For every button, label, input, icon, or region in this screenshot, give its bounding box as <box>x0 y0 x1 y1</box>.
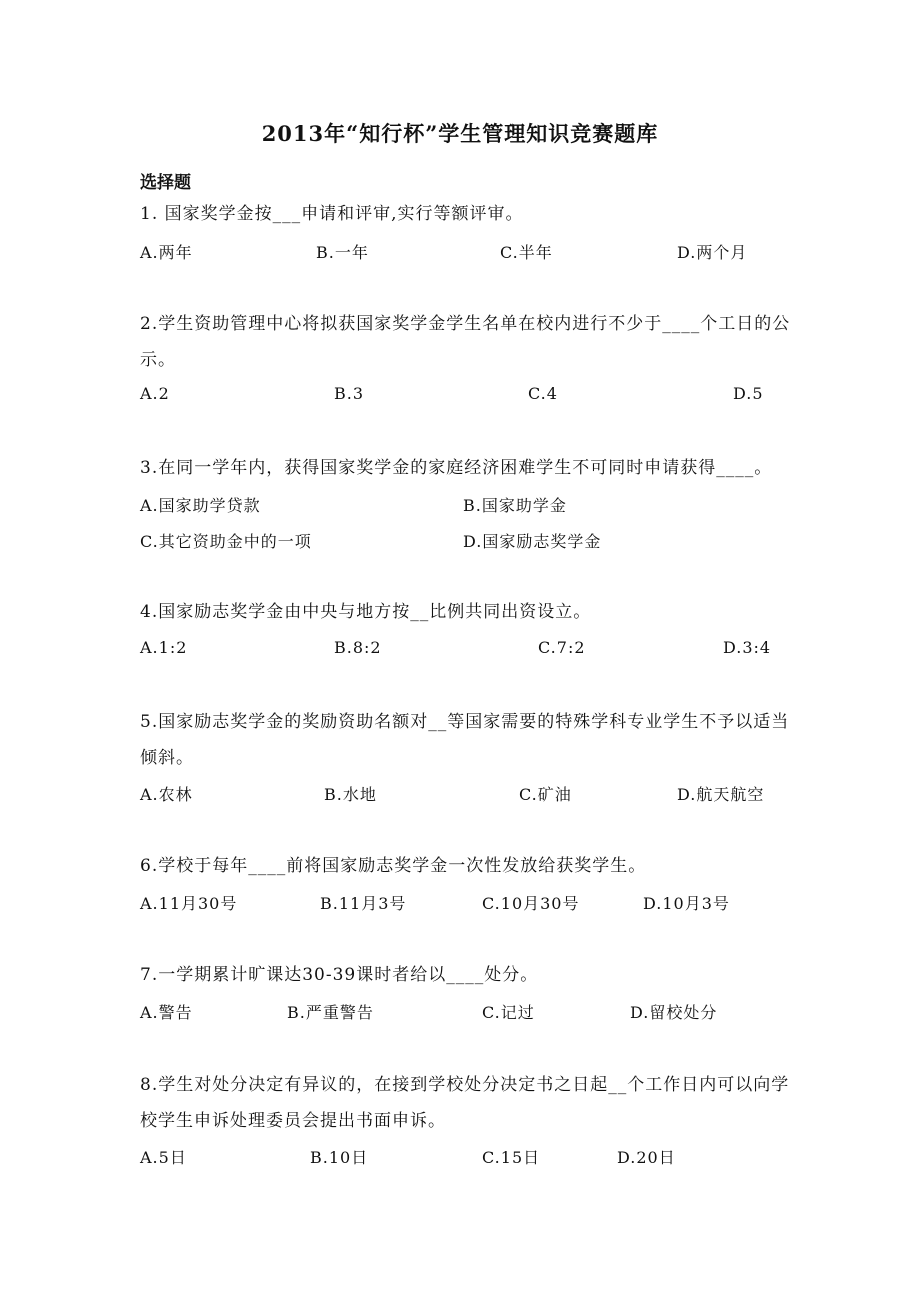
option-c: C.15日 <box>482 1148 541 1167</box>
option-c: C.半年 <box>500 243 553 262</box>
option-a: A.农林 <box>140 785 193 804</box>
question-text: 5.国家励志奖学金的奖励资助名额对__等国家需要的特殊学科专业学生不予以适当倾斜。 <box>140 712 790 768</box>
option-b: B.10日 <box>310 1148 369 1167</box>
option-b: B.3 <box>334 384 365 403</box>
option-d: D.两个月 <box>677 243 748 262</box>
question-text: 3.在同一学年内，获得国家奖学金的家庭经济困难学生不可同时申请获得____。 <box>140 458 773 478</box>
option-d: D.留校处分 <box>630 1003 718 1022</box>
option-d: D.10月3号 <box>643 894 730 913</box>
option-c: C.7:2 <box>538 638 586 657</box>
option-a: A.国家助学贷款 <box>140 496 261 515</box>
option-d: D.航天航空 <box>677 785 765 804</box>
option-c: C.矿油 <box>519 785 572 804</box>
option-c: C.其它资助金中的一项 <box>140 532 312 551</box>
option-d: D.国家励志奖学金 <box>463 532 602 551</box>
question-text: 8.学生对处分决定有异议的，在接到学校处分决定书之日起__个工作日内可以向学校学生申诉处理委员会提出书面申诉。 <box>140 1075 790 1131</box>
option-a: A.两年 <box>140 243 193 262</box>
document-title: 2013年“知行杯”学生管理知识竞赛题库 <box>261 121 659 146</box>
option-b: B.11月3号 <box>320 894 407 913</box>
option-b: B.水地 <box>324 785 377 804</box>
question-text: 6.学校于每年____前将国家励志奖学金一次性发放给获奖学生。 <box>140 856 647 876</box>
question-text: 1. 国家奖学金按___申请和评审,实行等额评审。 <box>140 204 524 224</box>
option-b: B.国家助学金 <box>463 496 567 515</box>
option-c: C.4 <box>528 384 558 403</box>
option-c: C.10月30号 <box>482 894 580 913</box>
option-c: C.记过 <box>482 1003 535 1022</box>
option-b: B.严重警告 <box>287 1003 374 1022</box>
question-text: 2.学生资助管理中心将拟获国家奖学金学生名单在校内进行不少于____个工日的公示。 <box>140 314 791 370</box>
option-d: D.3:4 <box>723 638 772 657</box>
option-a: A.2 <box>140 384 170 403</box>
option-a: A.警告 <box>140 1003 193 1022</box>
option-a: A.1:2 <box>140 638 188 657</box>
option-d: D.20日 <box>617 1148 676 1167</box>
section-heading: 选择题 <box>140 173 191 193</box>
option-d: D.5 <box>733 384 764 403</box>
option-a: A.5日 <box>140 1148 187 1167</box>
question-text: 7.一学期累计旷课达30-39课时者给以____处分。 <box>140 965 539 985</box>
option-b: B.一年 <box>316 243 369 262</box>
option-b: B.8:2 <box>334 638 382 657</box>
option-a: A.11月30号 <box>140 894 238 913</box>
question-text: 4.国家励志奖学金由中央与地方按__比例共同出资设立。 <box>140 602 592 622</box>
